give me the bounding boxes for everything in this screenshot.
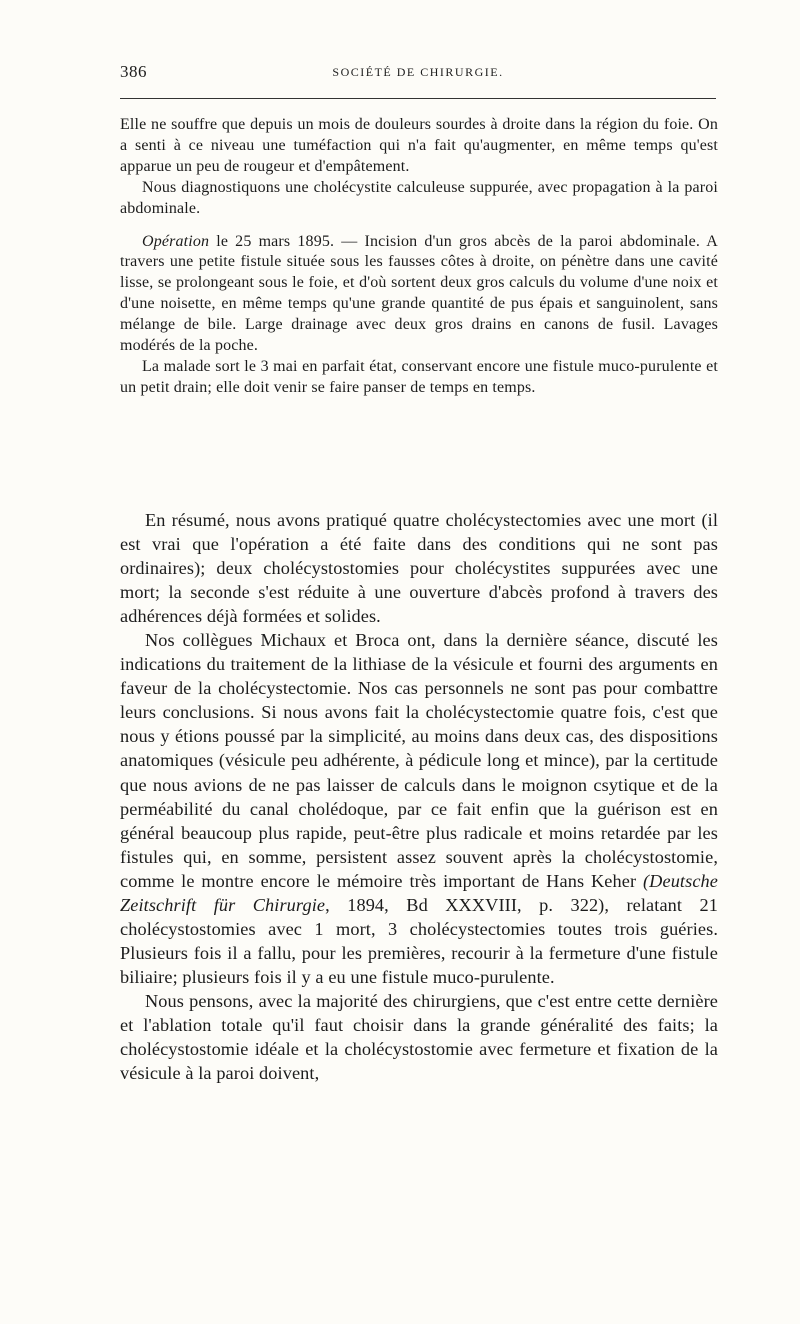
body-paragraph: En résumé, nous avons pratiqué quatre cholécystectomies avec une mort (il est vrai que l'opération a été faite dans des conditions qui ne sont pas ordinaires); deux cholécystostomies pour cholécystites suppurées avec une mort; la seconde s'est réduite à une ouverture d'abcès profond à travers des adhérences déjà formées et solides. xyxy=(120,510,718,627)
operation-lead: Opération xyxy=(142,232,210,250)
body-paragraph xyxy=(120,628,718,989)
case-paragraph: La malade sort le 3 mai en parfait état, conservant encore une fistule muco-purulente et un petit drain; elle doit venir se faire panser de temps en temps. xyxy=(120,357,718,396)
case-paragraph: Elle ne souffre que depuis un mois de douleurs sourdes à droite dans la région du foie. On a senti à ce niveau une tuméfaction qui n'a fait qu'augmenter, en même temps qu'est apparue un peu de rougeur et d'empâtement. xyxy=(120,116,718,175)
case-paragraph: Nous diagnostiquons une cholécystite calculeuse suppurée, avec propagation à la paroi abdominale. xyxy=(120,178,718,217)
operation-paragraph xyxy=(120,232,718,357)
body-text: Nos collègues Michaux et Broca ont, dans la dernière séance, discuté les indications du traitement de la lithiase de la vésicule et fourni des arguments en faveur de la cholécystectomie. Nos cas personnels ne sont pas pour combattre leurs conclusions. Si nous avons fait la cholécystectomie quatre fois, c'est que nous y étions poussé par la simplicité, au moins dans deux cas, des dispositions anatomiques (vésicule peu adhérente, à pédicule long et mince), par la certitude que nous avions de ne pas laisser de calculs dans le moignon csytique et de la perméabilité du canal cholédoque, par ce fait enfin que la guérison est en général beaucoup plus rapide, peut-être plus radicale et moins retardée par les fistules qui, en somme, persistent assez souvent après la cholécystostomie, comme le montre encore le mémoire très important de Hans Keher xyxy=(120,630,718,891)
operation-text: le 25 mars 1895. — Incision d'un gros abcès de la paroi abdominale. A travers une petite fistule située sous les fausses côtes à droite, on pénètre dans une cavité lisse, se prolongeant sous le foie, et d'où sortent deux gros calculs du volume d'une noix et d'une noisette, en même temps qu'une grande quantité de pus épais et sanguinolent, sans mélange de bile. Large drainage avec deux gros drains en canons de fusil. Lavages modérés de la poche. xyxy=(120,232,718,355)
main-text xyxy=(120,508,718,1085)
body-text: , 1894, Bd XXXVIII, p. 322), relatant 21 cholécystostomies avec 1 mort, 3 cholécystectomies toutes trois guéries. Plusieurs fois il a fallu, pour les premières, recourir à la fermeture d'une fistule biliaire; plusieurs fois il y a eu une fistule muco-purulente. xyxy=(120,894,718,987)
running-title: SOCIÉTÉ DE CHIRURGIE. xyxy=(332,65,504,79)
body-paragraph: Nous pensons, avec la majorité des chirurgiens, que c'est entre cette dernière et l'ablation totale qu'il faut choisir dans la grande généralité des faits; la cholécystostomie idéale et la cholécystostomie avec fermeture et fixation de la vésicule à la paroi doivent, xyxy=(120,990,718,1084)
header-rule xyxy=(120,98,716,99)
journal-citation: (Deutsche Zeitschrift für Chirurgie xyxy=(120,870,718,915)
page-header xyxy=(120,62,716,88)
case-report xyxy=(120,115,718,399)
page-number: 386 xyxy=(120,62,147,81)
